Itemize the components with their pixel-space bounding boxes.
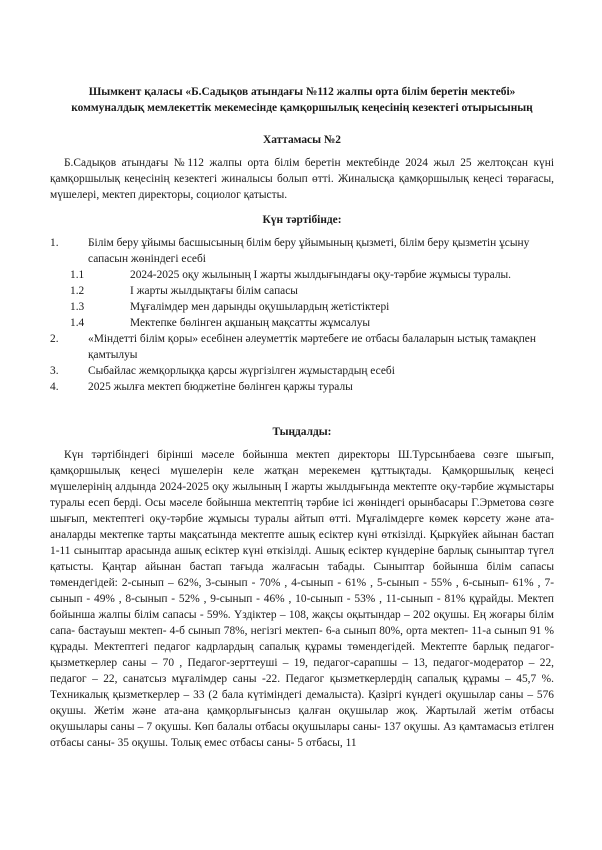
agenda-subitem	[50, 267, 554, 283]
agenda-subitem-text: I жарты жылдықтағы білім сапасы	[130, 285, 298, 297]
agenda-subitem-text: Мұғалімдер мен дарынды оқушылардың жетістіктері	[130, 301, 390, 313]
agenda-item-4	[50, 379, 554, 395]
agenda-list	[50, 235, 554, 395]
agenda-item-text: Сыбайлас жемқорлыққа қарсы жүргізілген жұмыстардың есебі	[88, 365, 395, 377]
listened-heading: Тыңдалды:	[272, 426, 332, 438]
agenda-subitem	[50, 299, 554, 315]
doc-title: Хаттамасы №2	[263, 134, 341, 146]
agenda-item-number: 3.	[50, 365, 59, 377]
agenda-subitem-text: Мектепке бөлінген ақшаның мақсатты жұмсалуы	[130, 317, 371, 329]
header-line-1: Шымкент қаласы «Б.Садықов атындағы №112 жалпы орта білім беретін мектебі»	[88, 86, 516, 98]
agenda-item-text: Білім беру ұйымы басшысының білім беру ұйымының қызметі, білім беру қызметін ұсыну сапасын жөніндегі есебі	[88, 237, 530, 265]
agenda-item-number: 4.	[50, 381, 59, 393]
agenda-item-number: 1.	[50, 237, 59, 249]
agenda-subitem	[50, 315, 554, 331]
agenda-item-2	[50, 331, 554, 363]
agenda-item-text: 2025 жылға мектеп бюджетіне бөлінген қаржы туралы	[88, 381, 353, 393]
agenda-subitem-number: 1.4	[70, 317, 85, 329]
header-line-2: коммуналдық мемлекеттік мекемесінде қамқоршылық кеңесінің кезектегі отырысының	[71, 102, 533, 114]
agenda-subitem-number: 1.2	[70, 285, 85, 297]
agenda-subitem-number: 1.1	[70, 269, 85, 281]
agenda-subitem	[50, 283, 554, 299]
listened-paragraph: Күн тәртібіндегі бірінші мәселе бойынша мектеп директоры Ш.Турсынбаева сөзге шығып, қамқоршылық кеңесі мүшелерін келе жатқан мерекемен құттықтады. Қамқоршылық кеңесі мүшелерінің алдында 2024-2025 оқу жылының I жарты жылдығында мектепте оқу-тәрбие жұмыстары туралы есеп берді. Осы мәселе бойынша мектептің тәрбие ісі жөніндегі орынбасары Г.Эрметова сөзге шығып, мектептегі оқу-тәрбие жұмысы туралы айтып өтті. Мұғалімдерге көмек көрсету және ата-аналарды мектепке тарты мақсатында мектепте ашық есіктер күні өткізілді. Қыркүйек айынан бастап 1-11 сыныптар арасында ашық есіктер күні өткізілді. Ашық есіктер күндеріне барлық сыныптар түгел қатысты. Қаңтар айынан бастап тағыда жалғасын табады. Сыныптар бойынша білім сапасы төмендегідей: 2-сынып – 62%, 3-сынып - 70% , 4-сынып - 61% , 5-сынып - 55% , 6-сынып- 61% , 7-сынып - 49% , 8-сынып - 52% , 9-сынып - 46% , 10-сынып - 53% , 11-сынып - 81% құрайды. Мектеп бойынша жалпы білім сапасы - 59%. Үздіктер – 108, жақсы оқытындар – 202 оқушы. Ең жоғары білім сапа- бастауыш мектеп- 4-б сынып 78%, негізгі мектеп- 6-а сынып 80%, орта мектеп- 11-а сынып 91 % құрады. Мектептегі педагог кадрлардың сапалық құрамы төмендегідей. Мектепте барлық педагог-қызметкерлер саны – 70 , Педагог-зерттеуші – 19, педагог-сарапшы – 13, педагог-модератор – 22, педагог – 22, санатсыз мұғалімдер саны -22. Педагог қызметкерлердің сапалық құрамы – 45,7 %. Техникалық қызметкерлер – 33 (2 бала күтіміндегі демалыста). Қазіргі күндегі оқушылар саны – 576 оқушы. Жетім және ата-ана қамқорлығынсыз қалған оқушылар жоқ. Жартылай жетім отбасы оқушылары саны – 7 оқушы. Көп балалы отбасы оқушылары саны- 137 оқушы. Аз қамтамасыз етілген отбасы саны- 35 оқушы. Толық емес отбасы саны- 5 отбасы, 11	[50, 449, 554, 749]
agenda-item-3	[50, 363, 554, 379]
agenda-item-1	[50, 235, 554, 267]
agenda-item-number: 2.	[50, 333, 59, 345]
agenda-subitem-number: 1.3	[70, 301, 85, 313]
agenda-subitem-text: 2024-2025 оқу жылының I жарты жылдығындағы оқу-тәрбие жұмысы туралы.	[130, 269, 512, 281]
agenda-heading: Күн тәртібінде:	[262, 214, 342, 226]
agenda-item-text: «Міндетті білім қоры» есебінен әлеуметтік мәртебеге ие отбасы балаларын ыстық тамақпен қамтылуы	[88, 333, 536, 361]
intro-paragraph: Б.Садықов атындағы №112 жалпы орта білім беретін мектебінде 2024 жыл 25 желтоқсан күні қамқоршылық кеңесінің кезектегі жиналысы болып өтті. Жиналысқа қамқоршылық кеңесі төрағасы, мүшелері, мектеп директоры, социолог қатысты.	[50, 157, 554, 201]
